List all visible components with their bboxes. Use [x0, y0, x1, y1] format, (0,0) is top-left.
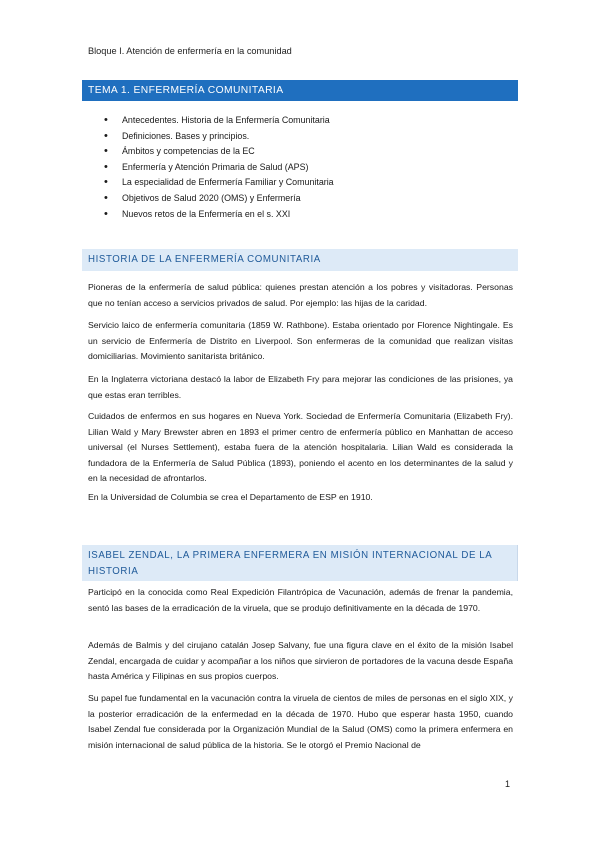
paragraph: Su papel fue fundamental en la vacunación contra la viruela de cientos de miles de personas en el siglo XIX, y la posterior erradicación de la enfermedad en la década de 1970. Hubo que esperar hasta 1950, cuando Isabel Zendal fue considerada por la Organización Mundial de la Salud (OMS) como la primera enfermera en misión internacional de salud pública de la historia. Se le otorgó el Premio Nacional de	[88, 693, 513, 750]
list-item: • Antecedentes. Historia de la Enfermería Comunitaria	[100, 113, 334, 129]
topic-list	[100, 113, 334, 222]
list-item: • Enfermería y Atención Primaria de Salud (APS)	[100, 160, 334, 176]
paragraph: Pioneras de la enfermería de salud pública: quienes prestan atención a los pobres y visitadoras. Personas que no tenían acceso a servicios privados de salud. Por ejemplo: las hijas de la caridad.	[88, 282, 513, 308]
paragraph: Servicio laico de enfermería comunitaria (1859 W. Rathbone). Estaba orientado por Florence Nightingale. Es un servicio de Enfermería de Distrito en Liverpool. Son enfermeras de la comunidad que realizan visitas domiciliarias. Movimiento sanitarista británico.	[88, 320, 513, 361]
list-item: • Definiciones. Bases y principios.	[100, 129, 334, 145]
section-heading-zendal: ISABEL ZENDAL, LA PRIMERA ENFERMERA EN MISIÓN INTERNACIONAL DE LA HISTORIA	[82, 545, 518, 581]
paragraph: En la Universidad de Columbia se crea el Departamento de ESP en 1910.	[88, 492, 373, 502]
paragraph: Además de Balmis y del cirujano catalán Josep Salvany, fue una figura clave en el éxito de la misión Isabel Zendal, encargada de cuidar y acompañar a los niños que sirvieron de portadores de la vacuna desde España hasta América y Filipinas en sus propios cuerpos.	[88, 640, 513, 681]
section-heading-history: HISTORIA DE LA ENFERMERÍA COMUNITARIA	[82, 249, 518, 271]
paragraph: Participó en la conocida como Real Expedición Filantrópica de Vacunación, además de frenar la pandemia, sentó las bases de la erradicación de la viruela, que se produjo definitivamente en la década de 1970.	[88, 587, 513, 613]
paragraph: En la Inglaterra victoriana destacó la labor de Elizabeth Fry para mejorar las condiciones de las prisiones, ya que estas eran terribles.	[88, 374, 513, 400]
list-item: • Ámbitos y competencias de la EC	[100, 144, 334, 160]
page-header: Bloque I. Atención de enfermería en la comunidad	[88, 46, 292, 56]
list-item: • La especialidad de Enfermería Familiar y Comunitaria	[100, 175, 334, 191]
list-item: • Objetivos de Salud 2020 (OMS) y Enfermería	[100, 191, 334, 207]
chapter-title: TEMA 1. ENFERMERÍA COMUNITARIA	[82, 80, 518, 101]
page-number: 1	[505, 779, 511, 789]
list-item: • Nuevos retos de la Enfermería en el s. XXI	[100, 207, 334, 223]
paragraph: Cuidados de enfermos en sus hogares en Nueva York. Sociedad de Enfermería Comunitaria (Elizabeth Fry). Lilian Wald y Mary Brewster abren en 1893 el primer centro de enfermería público en Manhattan de acceso universal (el Nurses Settlement), estaba fuera de la atención hospitalaria. Lilian Wald es considerada la fundadora de la Enfermería de Salud Pública (1893), poniendo el acento en los determinantes de la salud y en la necesidad de afrontarlos.	[88, 411, 513, 483]
